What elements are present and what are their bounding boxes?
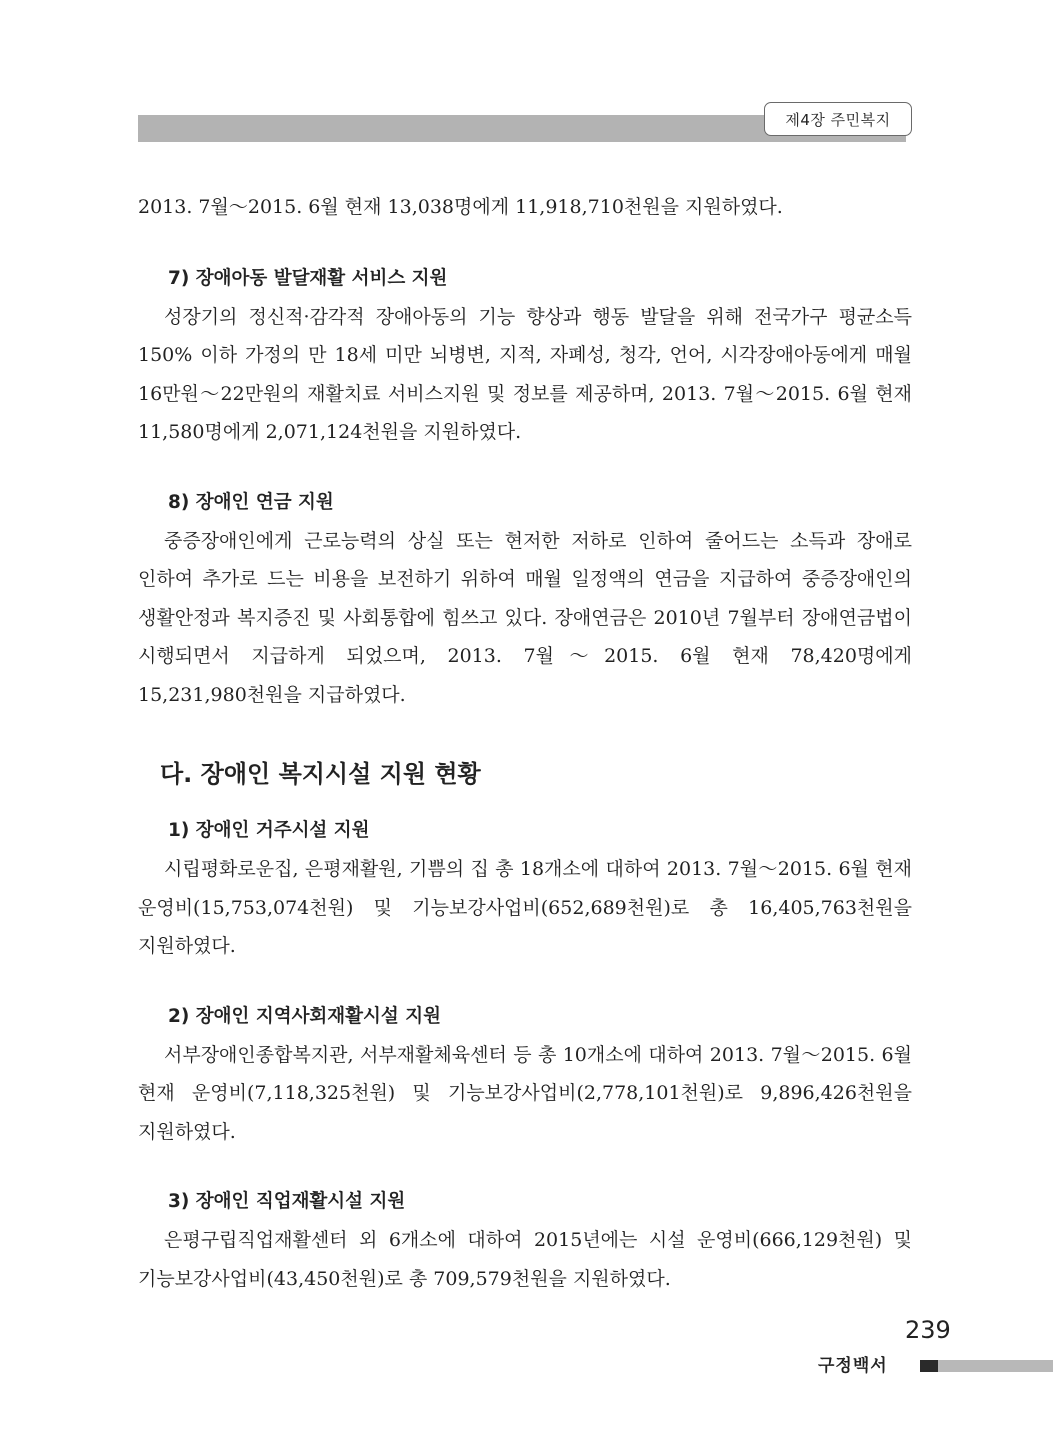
footer-mark: [920, 1360, 938, 1372]
book-title: 구정백서: [818, 1356, 888, 1376]
item2-paragraph: 서부장애인종합복지관, 서부재활체육센터 등 총 10개소에 대하여 2013. 7월～2015. 6월 현재 운영비(7,118,325천원) 및 기능보강사업비(2,778,101천원)로 9,896,426천원을 지원하였다.: [138, 1043, 912, 1143]
page-content: [138, 188, 912, 1298]
item3-paragraph: 은평구립직업재활센터 외 6개소에 대하여 2015년에는 시설 운영비(666,129천원) 및 기능보강사업비(43,450천원)로 총 709,579천원을 지원하였다.: [138, 1229, 912, 1290]
item1-heading: 1) 장애인 거주시설 지원: [168, 820, 370, 841]
footer-bar: [938, 1360, 1053, 1372]
item8-heading: 8) 장애인 연금 지원: [168, 491, 334, 513]
item2-heading: 2) 장애인 지역사회재활시설 지원: [168, 1005, 441, 1027]
page-number: 239: [905, 1316, 951, 1344]
item3-heading: 3) 장애인 직업재활시설 지원: [168, 1191, 406, 1212]
section-heading: 다. 장애인 복지시설 지원 현황: [160, 760, 481, 788]
item7-heading: 7) 장애아동 발달재활 서비스 지원: [168, 267, 448, 289]
chapter-label: 제4장 주민복지: [764, 102, 912, 136]
item1-paragraph: 시립평화로운집, 은평재활원, 기쁨의 집 총 18개소에 대하여 2013. 7월～2015. 6월 현재 운영비(15,753,074천원) 및 기능보강사업비(652,689천원)로 총 16,405,763천원을 지원하였다.: [138, 858, 912, 957]
item7-paragraph: 성장기의 정신적·감각적 장애아동의 기능 향상과 행동 발달을 위해 전국가구 평균소득 150% 이하 가정의 만 18세 미만 뇌병변, 지적, 자폐성, 청각, 언어, 시각장애아동에게 매월 16만원～22만원의 재활치료 서비스지원 및 정보를 제공하며, 2013. 7월～2015. 6월 현재 11,580명에게 2,071,124천원을 지원하였다.: [138, 305, 912, 443]
item8-paragraph: 중증장애인에게 근로능력의 상실 또는 현저한 저하로 인하여 줄어드는 소득과 장애로 인하여 추가로 드는 비용을 보전하기 위하여 매월 일정액의 연금을 지급하여 중증장애인의 생활안정과 복지증진 및 사회통합에 힘쓰고 있다. 장애연금은 2010년 7월부터 장애연금법이 시행되면서 지급하게 되었으며, 2013. 7월～2015. 6월 현재 78,420명에게 15,231,980천원을 지급하였다.: [138, 529, 912, 706]
intro-paragraph: 2013. 7월～2015. 6월 현재 13,038명에게 11,918,710천원을 지원하였다.: [138, 196, 783, 218]
